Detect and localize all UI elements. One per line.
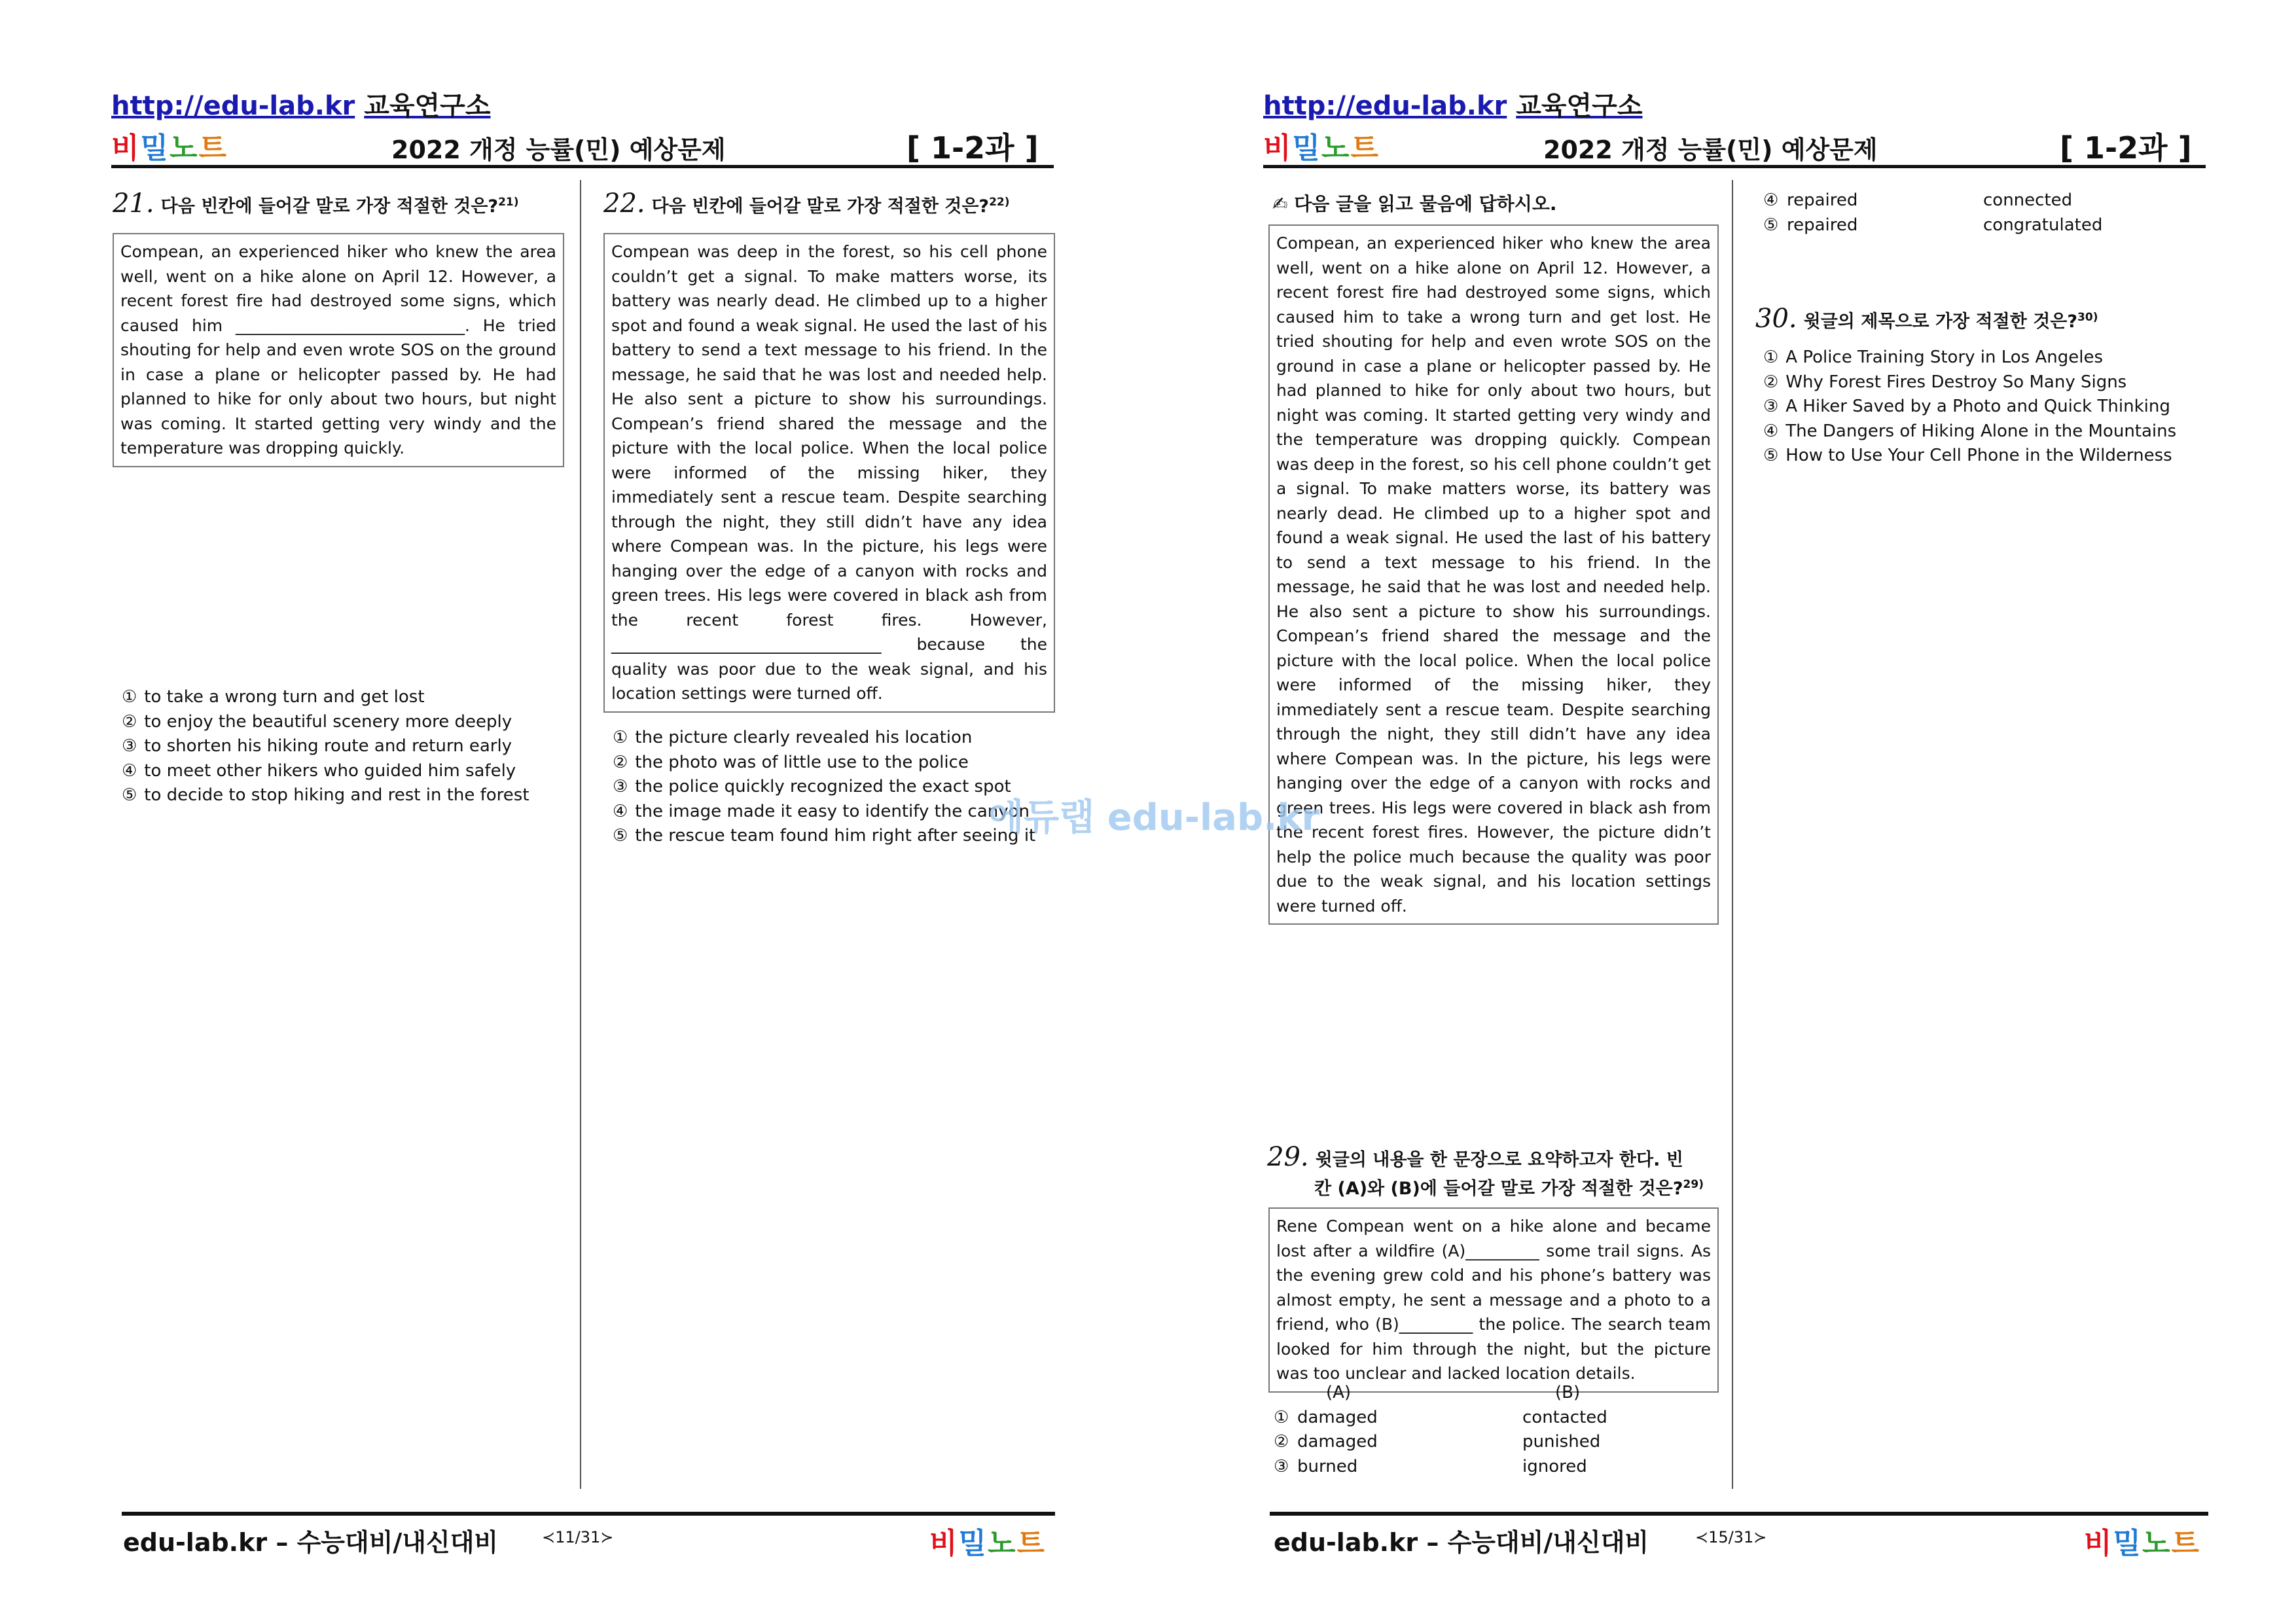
header-url-line[interactable] [111, 85, 490, 122]
header-url-line[interactable] [1263, 85, 1642, 122]
q29-choice-table-continued [1763, 188, 2102, 238]
q22-number: 22. [603, 188, 645, 219]
q29-choice-3[interactable]: ③ burned ignored [1274, 1456, 1587, 1476]
q29-heading-line2 [1314, 1174, 1704, 1200]
q30-choice-2[interactable]: ② Why Forest Fires Destroy So Many Signs [1763, 372, 2127, 392]
q22-passage: Compean was deep in the forest, so his cell phone couldn’t get a signal. To make matters worse, its battery was nearly dead. He climbed up to a higher spot and found a weak signal. He used the last of his battery to send a text message to his friend. In the message, he said that he was lost and needed help. He also sent a picture to show his surroundings. Compean’s friend shared the message and the picture with the local police. When the local police were informed of the missing hiker, they immediately sent a rescue team. Despite searching through the night, they still didn’t have any idea where Compean was. In the picture, his legs were hanging over the edge of a canyon with rocks and green trees. His legs were covered in black ash from the recent forest fires. However, _________________________________ because the quality was poor due to the weak signal, and his location settings were turned off. [603, 233, 1055, 713]
q29-summary: Rene Compean went on a hike alone and became lost after a wildfire (A)_________ some trail signs. As the evening grew cold and his phone’s battery was almost empty, he sent a message and a photo to a friend, who (B)_________ the police. The search team looked for him through the night, but the picture was too unclear and lacked location details. [1268, 1207, 1719, 1393]
q30-choice-5[interactable]: ⑤ How to Use Your Cell Phone in the Wilderness [1763, 446, 2172, 465]
header-exam-title: 2022 개정 능률(민) 예상문제 [391, 135, 726, 164]
q22-choice-1[interactable]: ① the picture clearly revealed his location [613, 728, 973, 747]
footer-site: edu-lab.kr – 수능대비/내신대비 [123, 1528, 499, 1557]
q21-choices [122, 685, 529, 808]
header-exam-title: 2022 개정 능률(민) 예상문제 [1543, 135, 1878, 164]
q21-choice-4[interactable]: ④ to meet other hikers who guided him safely [122, 760, 516, 781]
header-brand-logo: 비밀노트 [111, 132, 228, 165]
header-url[interactable]: http://edu-lab.kr [111, 91, 355, 121]
q22-prompt: 다음 빈칸에 들어갈 말로 가장 적절한 것은? [651, 196, 990, 217]
footer-page-number: ≺15/31≻ [1695, 1528, 1767, 1546]
q30-choice-3[interactable]: ③ A Hiker Saved by a Photo and Quick Thinking [1763, 397, 2170, 416]
q29-choice-4[interactable]: ④ repaired connected [1763, 190, 2073, 210]
column-divider [580, 180, 581, 1489]
q22-choice-4[interactable]: ④ the image made it easy to identify the canyon [613, 801, 1030, 821]
header-org: 교육연구소 [364, 91, 491, 121]
header-lesson: [ 1-2과 ] [906, 130, 1039, 166]
q30-ref: 30) [2077, 311, 2098, 324]
footer-divider [122, 1512, 1055, 1516]
q30-prompt: 윗글의 제목으로 가장 적절한 것은? [1803, 312, 2078, 332]
q29-prompt-line2: 칸 (A)와 (B)에 들어갈 말로 가장 적절한 것은? [1314, 1179, 1683, 1199]
q22-choices [613, 726, 1035, 849]
column-divider [1732, 180, 1733, 1489]
q21-choice-2[interactable]: ② to enjoy the beautiful scenery more deeply [122, 711, 512, 732]
header-url[interactable]: http://edu-lab.kr [1263, 91, 1507, 121]
q21-heading [113, 188, 519, 219]
q22-choice-3[interactable]: ③ the police quickly recognized the exact spot [613, 777, 1011, 796]
shared-passage: Compean, an experienced hiker who knew the area well, went on a hike alone on April 12. However, a recent forest fire had destroyed some signs, which caused him to take a wrong turn and get lost. He tried shouting for help and even wrote SOS on the ground in case a plane or helicopter passed by. He had planned to hike for only about two hours, but night was coming. It started getting very windy and the temperature was dropping quickly. Compean was deep in the forest, so his cell phone couldn’t get a signal. To make matters worse, its battery was nearly dead. He climbed up to a higher spot and found a weak signal. He used the last of his battery to send a text message to his friend. In the message, he said that he was lost and needed help. He also sent a picture to show his surroundings. Compean’s friend shared the message and the picture with the local police. When the local police were informed of the missing hiker, they immediately sent a rescue team. Despite searching through the night, they still didn’t have any idea where Compean was. In the picture, his legs were hanging over the edge of a canyon with rocks and green trees. His legs were covered in black ash from the recent forest fires. However, the picture didn’t help the police much because the quality was poor due to the weak signal, and his location settings were turned off. [1268, 224, 1719, 925]
q29-prompt-line1: 윗글의 내용을 한 문장으로 요약하고자 한다. 빈 [1315, 1150, 1683, 1170]
q22-heading [603, 188, 1010, 219]
q29-heading [1267, 1142, 1683, 1172]
footer-page-number: ≺11/31≻ [542, 1528, 614, 1546]
footer-brand-logo: 비밀노트 [929, 1527, 1047, 1560]
q29-choice-2[interactable]: ② damaged punished [1274, 1432, 1601, 1452]
q22-choice-2[interactable]: ② the photo was of little use to the police [613, 752, 969, 772]
footer-divider [1270, 1512, 2208, 1516]
header-divider [1263, 165, 2206, 168]
q22-choice-5[interactable]: ⑤ the rescue team found him right after seeing it [613, 826, 1036, 846]
footer-brand-logo: 비밀노트 [2084, 1527, 2201, 1560]
q29-ref: 29) [1683, 1178, 1704, 1191]
q21-choice-1[interactable]: ① to take a wrong turn and get lost [122, 687, 425, 707]
q21-ref: 21) [498, 196, 519, 209]
q21-number: 21. [113, 188, 154, 219]
header-divider [111, 165, 1054, 168]
header-org: 교육연구소 [1516, 91, 1643, 121]
q21-choice-5[interactable]: ⑤ to decide to stop hiking and rest in the forest [122, 785, 529, 805]
q29-choice-table [1274, 1381, 1607, 1479]
footer-site: edu-lab.kr – 수능대비/내신대비 [1274, 1528, 1649, 1557]
q21-choice-3[interactable]: ③ to shorten his hiking route and return early [122, 736, 512, 756]
q29-col-a: (A) [1326, 1383, 1352, 1402]
q30-heading [1755, 304, 2098, 334]
q29-col-b: (B) [1555, 1383, 1581, 1402]
q30-choices [1763, 346, 2176, 469]
q21-prompt: 다음 빈칸에 들어갈 말로 가장 적절한 것은? [160, 196, 499, 217]
header-brand-logo: 비밀노트 [1263, 132, 1380, 165]
watermark: 에듀랩 edu-lab.kr [988, 796, 1320, 839]
q30-choice-1[interactable]: ① A Police Training Story in Los Angeles [1763, 348, 2104, 367]
q22-ref: 22) [989, 196, 1010, 209]
q30-choice-4[interactable]: ④ The Dangers of Hiking Alone in the Mountains [1763, 421, 2177, 441]
q29-number: 29. [1267, 1142, 1309, 1172]
q29-choice-5[interactable]: ⑤ repaired congratulated [1763, 215, 2103, 235]
q30-number: 30. [1755, 304, 1797, 334]
right-page [1148, 0, 2296, 1623]
passage-instruction: ✍ 다음 글을 읽고 물음에 답하시오. [1272, 193, 1557, 215]
header-lesson: [ 1-2과 ] [2060, 130, 2192, 166]
q21-passage: Compean, an experienced hiker who knew the area well, went on a hike alone on April 12. However, a recent forest fire had destroyed some signs, which caused him ____________________________. He tried shouting for help and even wrote SOS on the ground in case a plane or helicopter passed by. He had planned to hike for only about two hours, but night was coming. It started getting very windy and the temperature was dropping quickly. [113, 233, 564, 467]
q29-choice-1[interactable]: ① damaged contacted [1274, 1407, 1607, 1427]
